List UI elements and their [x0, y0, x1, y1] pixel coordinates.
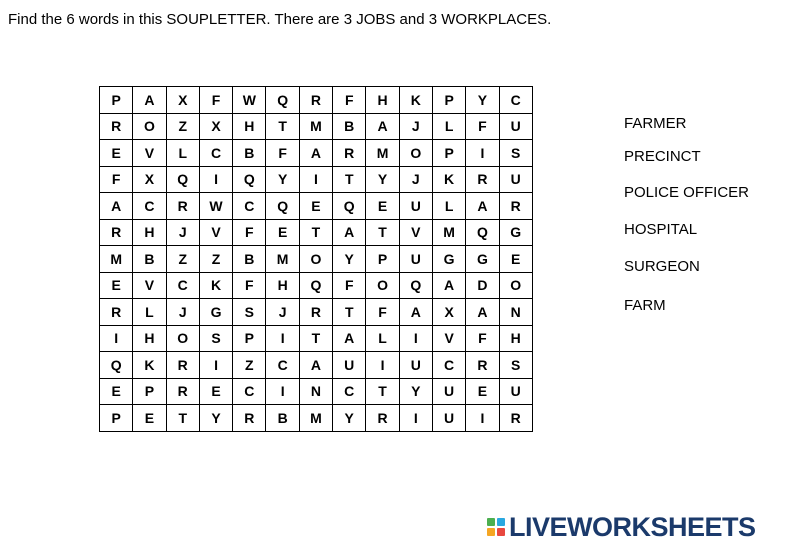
grid-cell[interactable]: N [299, 378, 332, 405]
grid-cell[interactable]: P [366, 246, 399, 273]
word-item: FARM [624, 297, 666, 314]
grid-cell[interactable]: E [199, 378, 232, 405]
logo-text: LIVEWORKSHEETS [509, 512, 756, 542]
grid-row [100, 87, 533, 114]
grid-row [100, 140, 533, 167]
grid-cell[interactable]: C [432, 352, 465, 379]
grid-cell[interactable]: B [233, 140, 266, 167]
grid-cell[interactable]: F [466, 113, 499, 140]
grid-cell[interactable]: G [199, 299, 232, 326]
grid-cell[interactable]: U [399, 246, 432, 273]
grid-cell[interactable]: J [266, 299, 299, 326]
grid-cell[interactable]: E [100, 378, 133, 405]
grid-cell[interactable]: V [399, 219, 432, 246]
grid-cell[interactable]: F [366, 299, 399, 326]
grid-cell[interactable]: I [266, 325, 299, 352]
grid-cell[interactable]: R [100, 219, 133, 246]
grid-cell[interactable]: J [399, 166, 432, 193]
grid-cell[interactable]: C [333, 378, 366, 405]
grid-cell[interactable]: X [166, 87, 199, 114]
grid-cell[interactable]: U [333, 352, 366, 379]
grid-cell[interactable]: M [299, 113, 332, 140]
grid-cell[interactable]: O [399, 140, 432, 167]
grid-cell[interactable]: K [399, 87, 432, 114]
grid-cell[interactable]: M [266, 246, 299, 273]
grid-cell[interactable]: Y [199, 405, 232, 432]
grid-cell[interactable]: Y [333, 405, 366, 432]
grid-cell[interactable]: T [366, 219, 399, 246]
word-item: SURGEON [624, 258, 700, 275]
grid-cell[interactable]: L [432, 193, 465, 220]
grid-cell[interactable]: T [166, 405, 199, 432]
grid-cell[interactable]: M [432, 219, 465, 246]
grid-cell[interactable]: B [133, 246, 166, 273]
grid-row [100, 299, 533, 326]
grid-cell[interactable]: F [266, 140, 299, 167]
grid-cell[interactable]: O [366, 272, 399, 299]
grid-cell[interactable]: K [199, 272, 232, 299]
grid-cell[interactable]: A [466, 193, 499, 220]
grid-cell[interactable]: P [100, 87, 133, 114]
grid-cell[interactable]: Y [366, 166, 399, 193]
word-item: FARMER [624, 115, 687, 132]
grid-cell[interactable]: U [499, 378, 532, 405]
grid-cell[interactable]: T [366, 378, 399, 405]
grid-cell[interactable]: O [299, 246, 332, 273]
grid-cell[interactable]: H [266, 272, 299, 299]
grid-cell[interactable]: O [499, 272, 532, 299]
grid-cell[interactable]: I [299, 166, 332, 193]
grid-cell[interactable]: C [266, 352, 299, 379]
grid-row [100, 246, 533, 273]
grid-cell[interactable]: U [432, 378, 465, 405]
grid-row [100, 219, 533, 246]
grid-cell[interactable]: C [233, 193, 266, 220]
grid-cell[interactable]: E [133, 405, 166, 432]
grid-cell[interactable]: A [299, 140, 332, 167]
word-item: PRECINCT [624, 148, 701, 165]
grid-cell[interactable]: Y [266, 166, 299, 193]
grid-row [100, 325, 533, 352]
grid-cell[interactable]: U [399, 193, 432, 220]
grid-cell[interactable]: Q [100, 352, 133, 379]
grid-row [100, 352, 533, 379]
grid-cell[interactable]: A [399, 299, 432, 326]
grid-cell[interactable]: H [133, 325, 166, 352]
grid-row [100, 166, 533, 193]
grid-cell[interactable]: I [466, 405, 499, 432]
grid-cell[interactable]: V [133, 272, 166, 299]
grid-cell[interactable]: V [133, 140, 166, 167]
grid-cell[interactable]: Y [466, 87, 499, 114]
grid-cell[interactable]: R [299, 87, 332, 114]
grid-cell[interactable]: A [466, 299, 499, 326]
grid-cell[interactable]: P [133, 378, 166, 405]
grid-cell[interactable]: T [299, 325, 332, 352]
grid-cell[interactable]: U [432, 405, 465, 432]
grid-cell[interactable]: Z [166, 113, 199, 140]
grid-cell[interactable]: E [366, 193, 399, 220]
grid-cell[interactable]: R [233, 405, 266, 432]
grid-cell[interactable]: A [333, 325, 366, 352]
grid-cell[interactable]: Q [266, 193, 299, 220]
grid-cell[interactable]: I [466, 140, 499, 167]
grid-cell[interactable]: M [366, 140, 399, 167]
grid-cell[interactable]: S [499, 352, 532, 379]
grid-cell[interactable]: H [233, 113, 266, 140]
grid-cell[interactable]: E [299, 193, 332, 220]
word-item: POLICE OFFICER [624, 184, 750, 201]
grid-cell[interactable]: A [333, 219, 366, 246]
grid-cell[interactable]: P [432, 140, 465, 167]
grid-cell[interactable]: F [100, 166, 133, 193]
grid-cell[interactable]: D [466, 272, 499, 299]
grid-cell[interactable]: S [233, 299, 266, 326]
grid-cell[interactable]: G [432, 246, 465, 273]
grid-cell[interactable]: Z [199, 246, 232, 273]
grid-cell[interactable]: C [133, 193, 166, 220]
grid-cell[interactable]: A [366, 113, 399, 140]
grid-cell[interactable]: R [166, 378, 199, 405]
grid-cell[interactable]: S [199, 325, 232, 352]
grid-cell[interactable]: P [233, 325, 266, 352]
grid-cell[interactable]: G [499, 219, 532, 246]
grid-cell[interactable]: V [432, 325, 465, 352]
logo-mark-icon [487, 518, 505, 536]
grid-cell[interactable]: R [100, 113, 133, 140]
grid-cell[interactable]: V [199, 219, 232, 246]
grid-cell[interactable]: Q [399, 272, 432, 299]
grid-cell[interactable]: I [199, 352, 232, 379]
grid-cell[interactable]: Y [399, 378, 432, 405]
grid-cell[interactable]: I [366, 352, 399, 379]
grid-cell[interactable]: B [233, 246, 266, 273]
grid-row [100, 378, 533, 405]
grid-cell[interactable]: R [466, 352, 499, 379]
grid-cell[interactable]: R [499, 193, 532, 220]
grid-cell[interactable]: Q [266, 87, 299, 114]
grid-cell[interactable]: E [499, 246, 532, 273]
grid-cell[interactable]: B [266, 405, 299, 432]
instruction-text: Find the 6 words in this SOUPLETTER. There are 3 JOBS and 3 WORKPLACES. [8, 11, 552, 28]
grid-cell[interactable]: E [100, 140, 133, 167]
grid-cell[interactable]: F [199, 87, 232, 114]
grid-cell[interactable]: Q [233, 166, 266, 193]
grid-cell[interactable]: J [399, 113, 432, 140]
grid-cell[interactable]: X [133, 166, 166, 193]
grid-cell[interactable]: M [100, 246, 133, 273]
grid-cell[interactable]: U [399, 352, 432, 379]
grid-cell[interactable]: A [299, 352, 332, 379]
grid-cell[interactable]: T [333, 299, 366, 326]
grid-cell[interactable]: P [100, 405, 133, 432]
grid-cell[interactable]: I [399, 325, 432, 352]
grid-cell[interactable]: I [100, 325, 133, 352]
grid-cell[interactable]: C [166, 272, 199, 299]
liveworksheets-logo [487, 513, 756, 541]
grid-cell[interactable]: A [100, 193, 133, 220]
grid-cell[interactable]: H [133, 219, 166, 246]
grid-cell[interactable]: C [499, 87, 532, 114]
grid-cell[interactable]: L [432, 113, 465, 140]
grid-cell[interactable]: R [299, 299, 332, 326]
word-item: HOSPITAL [624, 221, 698, 238]
grid-cell[interactable]: F [333, 272, 366, 299]
grid-cell[interactable]: K [133, 352, 166, 379]
grid-cell[interactable]: R [466, 166, 499, 193]
grid-row [100, 113, 533, 140]
grid-cell[interactable]: E [266, 219, 299, 246]
grid-cell[interactable]: U [499, 166, 532, 193]
grid-cell[interactable]: S [499, 140, 532, 167]
grid-cell[interactable]: W [233, 87, 266, 114]
grid-cell[interactable]: Q [299, 272, 332, 299]
grid-row [100, 405, 533, 432]
grid-cell[interactable]: X [199, 113, 232, 140]
grid-cell[interactable]: E [466, 378, 499, 405]
grid-cell[interactable]: Z [233, 352, 266, 379]
grid-cell[interactable]: I [399, 405, 432, 432]
word-search-grid[interactable] [99, 86, 533, 432]
grid-cell[interactable]: I [266, 378, 299, 405]
grid-cell[interactable]: R [366, 405, 399, 432]
grid-cell[interactable]: L [166, 140, 199, 167]
grid-row [100, 272, 533, 299]
grid-cell[interactable]: R [499, 405, 532, 432]
grid-cell[interactable]: R [333, 140, 366, 167]
grid-cell[interactable]: R [166, 352, 199, 379]
grid-cell[interactable]: P [432, 87, 465, 114]
grid-cell[interactable]: F [233, 219, 266, 246]
grid-cell[interactable]: O [133, 113, 166, 140]
grid-cell[interactable]: C [199, 140, 232, 167]
grid-cell[interactable]: N [499, 299, 532, 326]
grid-cell[interactable]: K [432, 166, 465, 193]
grid-cell[interactable]: H [499, 325, 532, 352]
grid-cell[interactable]: A [133, 87, 166, 114]
grid-cell[interactable]: W [199, 193, 232, 220]
grid-cell[interactable]: O [166, 325, 199, 352]
grid-cell[interactable]: X [432, 299, 465, 326]
grid-cell[interactable]: I [199, 166, 232, 193]
grid-cell[interactable]: M [299, 405, 332, 432]
grid-cell[interactable]: B [333, 113, 366, 140]
grid-cell[interactable]: L [366, 325, 399, 352]
grid-cell[interactable]: E [100, 272, 133, 299]
grid-cell[interactable]: T [333, 166, 366, 193]
grid-cell[interactable]: Q [333, 193, 366, 220]
grid-cell[interactable]: Z [166, 246, 199, 273]
grid-cell[interactable]: H [366, 87, 399, 114]
grid-cell[interactable]: A [432, 272, 465, 299]
grid-cell[interactable]: Q [166, 166, 199, 193]
grid-cell[interactable]: R [100, 299, 133, 326]
grid-cell[interactable]: F [333, 87, 366, 114]
grid-cell[interactable]: L [133, 299, 166, 326]
grid-cell[interactable]: J [166, 219, 199, 246]
grid-cell[interactable]: F [466, 325, 499, 352]
grid-cell[interactable]: G [466, 246, 499, 273]
grid-cell[interactable]: U [499, 113, 532, 140]
grid-cell[interactable]: Y [333, 246, 366, 273]
grid-cell[interactable]: C [233, 378, 266, 405]
grid-cell[interactable]: T [266, 113, 299, 140]
grid-cell[interactable]: F [233, 272, 266, 299]
grid-cell[interactable]: J [166, 299, 199, 326]
grid-row [100, 193, 533, 220]
grid-cell[interactable]: R [166, 193, 199, 220]
grid-cell[interactable]: T [299, 219, 332, 246]
grid-cell[interactable]: Q [466, 219, 499, 246]
